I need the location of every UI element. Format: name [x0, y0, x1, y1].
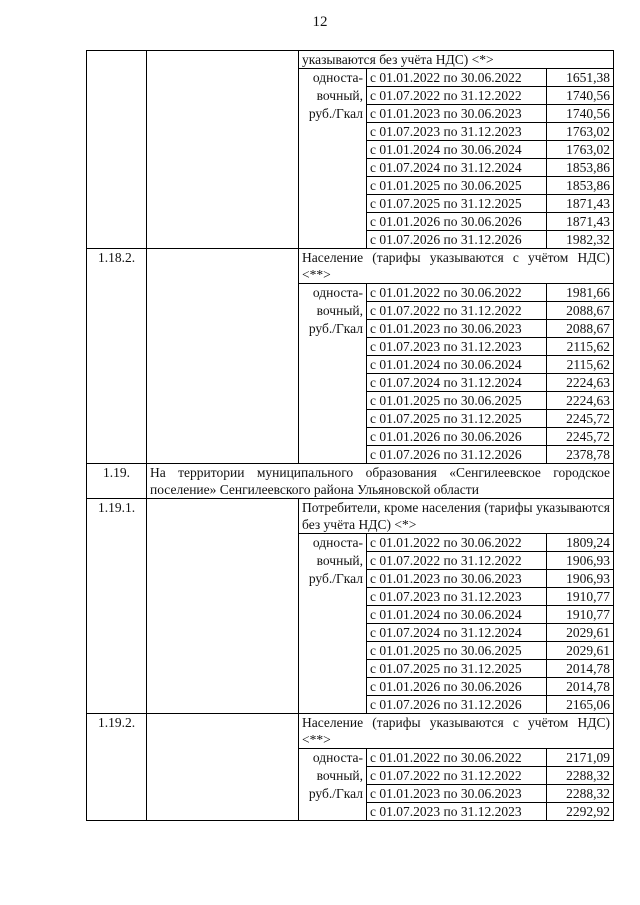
empty-cell	[147, 499, 299, 714]
consumer-category: Потребители, кроме населения (тарифы указываются без учёта НДС) <*>	[299, 499, 614, 534]
tariff-unit: односта-вочный, руб./Гкал	[299, 69, 367, 249]
tariff-price: 2115,62	[547, 356, 614, 374]
tariff-period: с 01.07.2023 по 31.12.2023	[367, 588, 547, 606]
tariff-price: 1853,86	[547, 177, 614, 195]
tariff-unit: односта-вочный, руб./Гкал	[299, 284, 367, 464]
tariff-price: 1906,93	[547, 552, 614, 570]
tariff-price: 1740,56	[547, 105, 614, 123]
tariff-period: с 01.01.2025 по 30.06.2025	[367, 392, 547, 410]
tariff-period: с 01.07.2026 по 31.12.2026	[367, 231, 547, 249]
tariff-price: 1853,86	[547, 159, 614, 177]
empty-cell	[147, 51, 299, 249]
tariff-period: с 01.01.2024 по 30.06.2024	[367, 141, 547, 159]
tariff-period: с 01.01.2022 по 30.06.2022	[367, 284, 547, 302]
tariff-price: 2224,63	[547, 392, 614, 410]
group-header-row	[87, 499, 614, 534]
tariff-price: 2378,78	[547, 446, 614, 464]
tariff-period: с 01.07.2025 по 31.12.2025	[367, 410, 547, 428]
tariff-period: с 01.07.2025 по 31.12.2025	[367, 195, 547, 213]
tariff-price: 1981,66	[547, 284, 614, 302]
tariff-price: 2224,63	[547, 374, 614, 392]
tariff-price: 2288,32	[547, 785, 614, 803]
tariff-period: с 01.01.2026 по 30.06.2026	[367, 428, 547, 446]
tariff-period: с 01.07.2026 по 31.12.2026	[367, 696, 547, 714]
tariff-price: 2165,06	[547, 696, 614, 714]
tariff-price: 2088,67	[547, 302, 614, 320]
tariff-price: 1740,56	[547, 87, 614, 105]
tariff-price: 2014,78	[547, 660, 614, 678]
row-number: 1.19.2.	[87, 714, 147, 821]
tariff-period: с 01.07.2025 по 31.12.2025	[367, 660, 547, 678]
tariff-period: с 01.07.2023 по 31.12.2023	[367, 803, 547, 821]
tariff-period: с 01.07.2024 по 31.12.2024	[367, 624, 547, 642]
section-title: На территории муниципального образования «Сенгилеевское городское поселение» Сенгилеевского района Ульяновской области	[147, 464, 614, 499]
tariff-price: 1871,43	[547, 213, 614, 231]
tariff-period: с 01.01.2022 по 30.06.2022	[367, 749, 547, 767]
tariff-period: с 01.01.2025 по 30.06.2025	[367, 177, 547, 195]
empty-cell	[147, 714, 299, 821]
tariff-price: 2115,62	[547, 338, 614, 356]
consumer-category: указываются без учёта НДС) <*>	[299, 51, 614, 69]
tariff-period: с 01.07.2022 по 31.12.2022	[367, 302, 547, 320]
row-number	[87, 51, 147, 249]
tariff-price: 1982,32	[547, 231, 614, 249]
tariff-period: с 01.01.2023 по 30.06.2023	[367, 320, 547, 338]
tariff-period: с 01.01.2022 по 30.06.2022	[367, 69, 547, 87]
tariff-period: с 01.07.2024 по 31.12.2024	[367, 374, 547, 392]
tariff-period: с 01.07.2023 по 31.12.2023	[367, 338, 547, 356]
tariff-period: с 01.01.2023 по 30.06.2023	[367, 105, 547, 123]
empty-cell	[147, 249, 299, 464]
consumer-category: Население (тарифы указываются с учётом НДС) <**>	[299, 249, 614, 284]
tariff-period: с 01.01.2026 по 30.06.2026	[367, 678, 547, 696]
tariff-price: 1763,02	[547, 123, 614, 141]
tariff-table	[86, 50, 614, 821]
tariff-period: с 01.07.2022 по 31.12.2022	[367, 87, 547, 105]
tariff-price: 2288,32	[547, 767, 614, 785]
tariff-period: с 01.01.2026 по 30.06.2026	[367, 213, 547, 231]
tariff-price: 2029,61	[547, 624, 614, 642]
tariff-price: 2245,72	[547, 410, 614, 428]
group-header-row	[87, 249, 614, 284]
page-number: 12	[312, 14, 328, 30]
tariff-price: 2088,67	[547, 320, 614, 338]
consumer-category: Население (тарифы указываются с учётом НДС) <**>	[299, 714, 614, 749]
tariff-price: 2171,09	[547, 749, 614, 767]
tariff-unit: односта-вочный, руб./Гкал	[299, 749, 367, 821]
tariff-period: с 01.01.2022 по 30.06.2022	[367, 534, 547, 552]
tariff-period: с 01.07.2023 по 31.12.2023	[367, 123, 547, 141]
tariff-period: с 01.07.2024 по 31.12.2024	[367, 159, 547, 177]
tariff-period: с 01.01.2024 по 30.06.2024	[367, 606, 547, 624]
tariff-price: 1910,77	[547, 588, 614, 606]
group-header-row	[87, 51, 614, 69]
tariff-period: с 01.01.2024 по 30.06.2024	[367, 356, 547, 374]
row-number: 1.19.1.	[87, 499, 147, 714]
tariff-price: 1910,77	[547, 606, 614, 624]
row-number: 1.19.	[87, 464, 147, 499]
tariff-price: 1651,38	[547, 69, 614, 87]
tariff-price: 1763,02	[547, 141, 614, 159]
tariff-period: с 01.01.2023 по 30.06.2023	[367, 570, 547, 588]
row-number: 1.18.2.	[87, 249, 147, 464]
tariff-price: 1809,24	[547, 534, 614, 552]
tariff-price: 1871,43	[547, 195, 614, 213]
tariff-period: с 01.07.2026 по 31.12.2026	[367, 446, 547, 464]
section-row	[87, 464, 614, 499]
group-header-row	[87, 714, 614, 749]
tariff-price: 2245,72	[547, 428, 614, 446]
tariff-period: с 01.07.2022 по 31.12.2022	[367, 552, 547, 570]
tariff-period: с 01.07.2022 по 31.12.2022	[367, 767, 547, 785]
tariff-price: 2029,61	[547, 642, 614, 660]
tariff-unit: односта-вочный, руб./Гкал	[299, 534, 367, 714]
tariff-price: 2292,92	[547, 803, 614, 821]
tariff-price: 2014,78	[547, 678, 614, 696]
tariff-price: 1906,93	[547, 570, 614, 588]
tariff-period: с 01.01.2023 по 30.06.2023	[367, 785, 547, 803]
tariff-period: с 01.01.2025 по 30.06.2025	[367, 642, 547, 660]
